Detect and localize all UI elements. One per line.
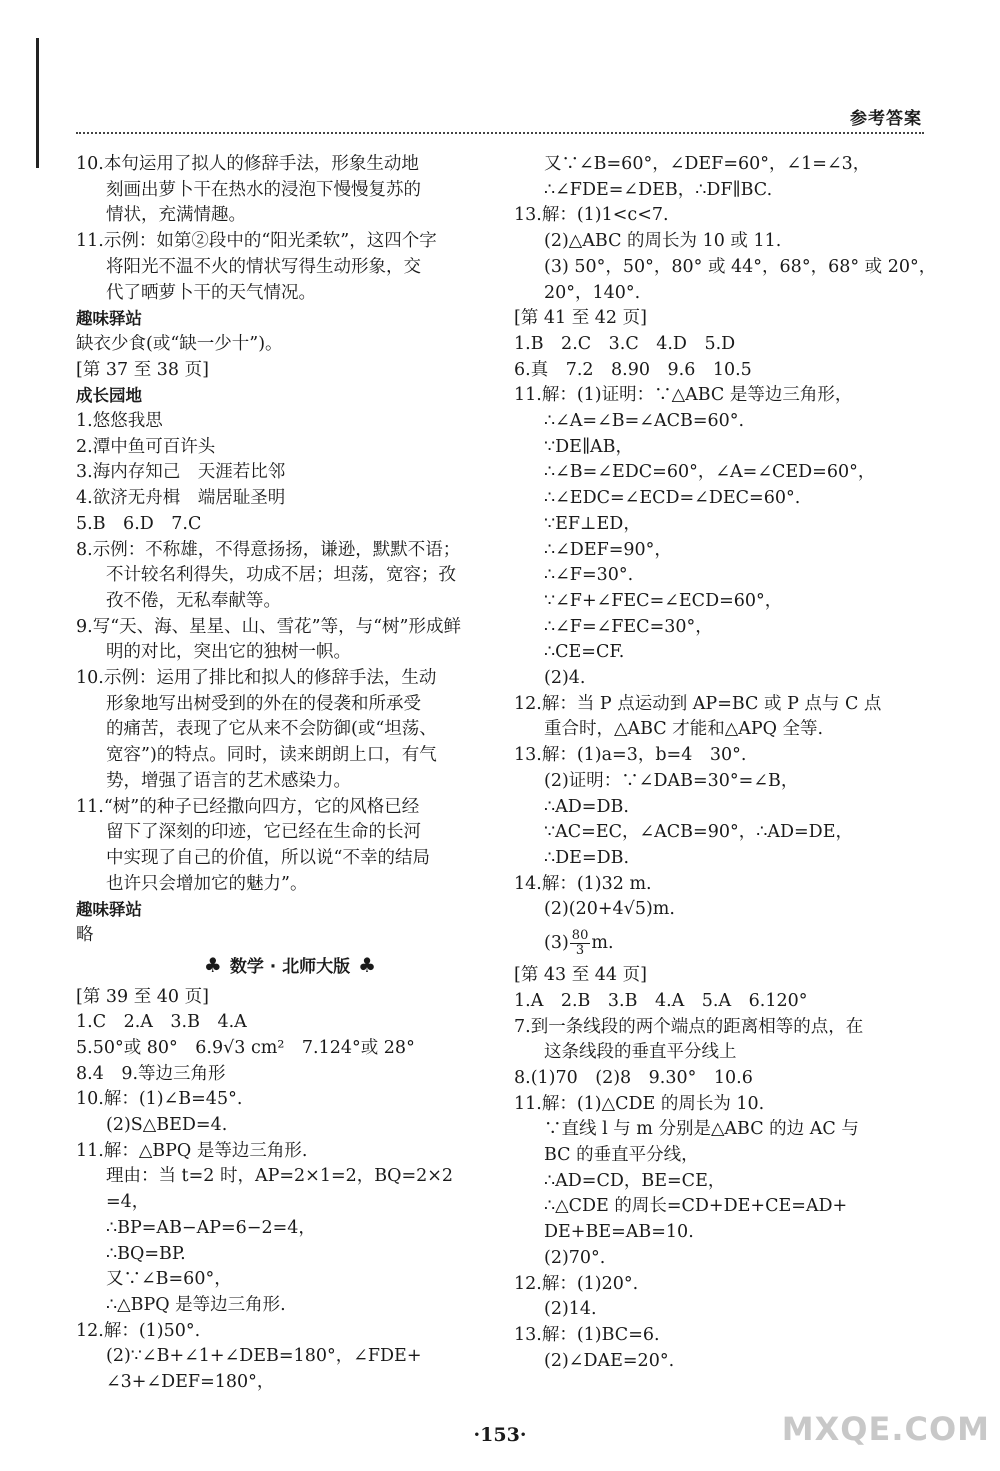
answer-line: ∴AD=CD，BE=CE， bbox=[544, 1170, 726, 1191]
answer-line: 不计较名利得失，功成不居；坦荡，宽容；孜 bbox=[106, 565, 456, 586]
answer-line: 缺衣少食(或“缺一少十”)。 bbox=[76, 333, 283, 354]
answer-line: 宽容”)的特点。同时，读来朗朗上口，有气 bbox=[106, 745, 437, 766]
answer-line: 10.本句运用了拟人的修辞手法，形象生动地 bbox=[76, 154, 419, 174]
answer-line: 1.B 2.C 3.C 4.D 5.D bbox=[514, 333, 736, 354]
answer-line: ∴BQ=BP. bbox=[106, 1243, 186, 1264]
chinese-answers bbox=[76, 152, 504, 949]
answer-line: 代了晒萝卜干的天气情况。 bbox=[106, 282, 316, 303]
answer-line: (2)△ABC 的周长为 10 或 11. bbox=[544, 231, 782, 252]
math-answers bbox=[76, 985, 504, 1396]
club-icon: ♣ bbox=[358, 952, 377, 977]
watermark: MXQE.COM bbox=[781, 1410, 990, 1448]
answer-line: (2)4. bbox=[544, 668, 586, 689]
answer-line: ∴∠FDE=∠DEB，∴DF∥BC. bbox=[544, 179, 773, 200]
answer-line: ∴∠EDC=∠ECD=∠DEC=60°. bbox=[544, 488, 801, 509]
answer-line: 1.悠悠我思 bbox=[76, 411, 163, 432]
answer-line: ∵EF⊥ED， bbox=[544, 513, 641, 534]
math-answers-page-43-44 bbox=[514, 963, 934, 1374]
answer-line: 5.B 6.D 7.C bbox=[76, 513, 202, 534]
answer-line: ∴∠F=30°. bbox=[544, 565, 634, 586]
answer-line: 略 bbox=[76, 925, 94, 946]
answer-line: 7.到一条线段的两个端点的距离相等的点，在 bbox=[514, 1016, 864, 1037]
answer-line: ∴BP=AB−AP=6−2=4， bbox=[106, 1217, 316, 1238]
answer-line: 理由：当 t=2 时，AP=2×1=2，BQ=2×2 bbox=[106, 1166, 454, 1187]
answer-line: ∵∠F+∠FEC=∠ECD=60°， bbox=[544, 590, 783, 611]
answer-line: ∴∠A=∠B=∠ACB=60°. bbox=[544, 411, 745, 432]
answer-line: ∴△CDE 的周长=CD+DE+CE=AD+ bbox=[544, 1196, 848, 1217]
fraction-numerator: 80 bbox=[571, 928, 589, 944]
answer-line: ∵DE∥AB， bbox=[544, 436, 634, 457]
answer-line: 将阳光不温不火的情状写得生动形象，交 bbox=[106, 256, 421, 277]
club-icon: ♣ bbox=[203, 952, 222, 977]
answer-line: 重合时，△ABC 才能和△APQ 全等. bbox=[544, 719, 824, 740]
answer-line: ∴CE=CF. bbox=[544, 642, 625, 663]
section-heading: 趣味驿站 bbox=[76, 900, 142, 920]
answer-line: 9.写“天、海、星星、山、雪花”等，与“树”形成鲜 bbox=[76, 616, 461, 637]
answer-line: 势，增强了语言的艺术感染力。 bbox=[106, 770, 351, 791]
answer-line: ∠3+∠DEF=180°， bbox=[106, 1372, 275, 1393]
answer-line: 11.解：(1)△CDE 的周长为 10. bbox=[514, 1093, 765, 1114]
answer-line: ∵AC=EC，∠ACB=90°，∴AD=DE， bbox=[544, 822, 853, 843]
answer-line: 20°，140°. bbox=[544, 282, 641, 303]
answer-line: 12.解：(1)50°. bbox=[76, 1320, 201, 1341]
answer-line: 也许只会增加它的魅力”。 bbox=[106, 873, 308, 894]
answer-line: 4.欲济无舟楫 端居耻圣明 bbox=[76, 488, 286, 509]
answer-line: ∴∠F=∠FEC=30°， bbox=[544, 616, 713, 637]
answer-line: 8.(1)70 (2)8 9.30° 10.6 bbox=[514, 1067, 753, 1088]
answer-line: 又∵∠B=60°，∠DEF=60°，∠1=∠3， bbox=[544, 154, 871, 174]
answer-line: 13.解：(1)a=3，b=4 30°. bbox=[514, 745, 747, 766]
section-heading: 成长园地 bbox=[76, 386, 142, 406]
answer-line: 刻画出萝卜干在热水的浸泡下慢慢复苏的 bbox=[106, 179, 421, 200]
answer-line: 留下了深刻的印迹，它已经在生命的长河 bbox=[106, 822, 421, 843]
answer-line: [第 37 至 38 页] bbox=[76, 359, 209, 380]
answer-line: ∴DE=DB. bbox=[544, 847, 630, 868]
answer-line: 3.海内存知己 天涯若比邻 bbox=[76, 462, 286, 483]
fraction-denominator: 3 bbox=[575, 943, 585, 959]
answer-line: 1.C 2.A 3.B 4.A bbox=[76, 1012, 247, 1033]
fraction-prefix: (3) bbox=[544, 933, 569, 954]
answer-line: 6.真 7.2 8.90 9.6 10.5 bbox=[514, 359, 752, 380]
answer-line: 5.50°或 80° 6.9√3 cm² 7.124°或 28° bbox=[76, 1037, 415, 1058]
left-column bbox=[76, 152, 504, 1396]
answer-line: 14.解：(1)32 m. bbox=[514, 873, 652, 894]
answer-line: 的痛苦，表现了它从来不会防御(或“坦荡、 bbox=[106, 719, 437, 740]
answer-line: 11.“树”的种子已经撒向四方，它的风格已经 bbox=[76, 796, 420, 817]
answer-line: 形象地写出树受到的外在的侵袭和所承受 bbox=[106, 693, 421, 714]
answer-line: [第 41 至 42 页] bbox=[514, 308, 647, 329]
answer-line: (2)S△BED=4. bbox=[106, 1115, 228, 1136]
math-section-title: 数学 · 北师大版 bbox=[229, 956, 351, 977]
answer-line: =4， bbox=[106, 1192, 150, 1213]
header-divider bbox=[76, 132, 924, 134]
answer-line: (2)70°. bbox=[544, 1247, 606, 1268]
answer-line: 8.4 9.等边三角形 bbox=[76, 1063, 226, 1084]
answer-line: ∴∠B=∠EDC=60°，∠A=∠CED=60°， bbox=[544, 462, 876, 483]
answer-line: ∴AD=DB. bbox=[544, 796, 629, 817]
answer-line: (2)∠DAE=20°. bbox=[544, 1350, 675, 1371]
answer-line: 10.解：(1)∠B=45°. bbox=[76, 1089, 243, 1110]
answer-line: 又∵∠B=60°， bbox=[106, 1269, 232, 1290]
answer-line: 11.示例：如第②段中的“阳光柔软”，这四个字 bbox=[76, 231, 437, 252]
fraction-answer-line bbox=[514, 923, 934, 963]
answer-line: 情状，充满情趣。 bbox=[106, 205, 246, 226]
answer-line: (3) 50°，50°，80° 或 44°，68°，68° 或 20°， bbox=[544, 256, 937, 277]
answer-line: [第 43 至 44 页] bbox=[514, 965, 647, 986]
answer-line: 这条线段的垂直平分线上 bbox=[544, 1042, 737, 1063]
section-heading: 趣味驿站 bbox=[76, 309, 142, 329]
math-section-heading bbox=[76, 953, 504, 981]
right-column bbox=[514, 152, 937, 1374]
answer-line: 8.示例：不称雄，不得意扬扬，谦逊，默默不语； bbox=[76, 539, 461, 560]
answer-line: 2.潭中鱼可百许头 bbox=[76, 436, 216, 457]
answer-line: ∴∠DEF=90°， bbox=[544, 539, 672, 560]
answer-line: 12.解：当 P 点运动到 AP=BC 或 P 点与 C 点 bbox=[514, 693, 882, 714]
page-number: ·153· bbox=[473, 1424, 527, 1446]
answer-line: 13.解：(1)1<c<7. bbox=[514, 205, 669, 226]
answer-line: (2)(20+4√5)m. bbox=[544, 899, 675, 920]
answer-line: ∴△BPQ 是等边三角形. bbox=[106, 1294, 286, 1315]
answer-line: 10.示例：运用了排比和拟人的修辞手法，生动 bbox=[76, 668, 437, 689]
fraction-suffix: m. bbox=[591, 933, 614, 954]
math-answers-continued bbox=[514, 152, 937, 923]
fraction bbox=[570, 929, 591, 958]
answer-line: (2)证明：∵∠DAB=30°=∠B， bbox=[544, 770, 799, 791]
header-title: 参考答案 bbox=[850, 109, 922, 129]
answer-line: DE+BE=AB=10. bbox=[544, 1222, 694, 1243]
answer-line: 明的对比，突出它的独树一帜。 bbox=[106, 642, 351, 663]
answer-line: BC 的垂直平分线， bbox=[544, 1145, 699, 1166]
answer-line: 1.A 2.B 3.B 4.A 5.A 6.120° bbox=[514, 990, 808, 1011]
answer-line: [第 39 至 40 页] bbox=[76, 986, 209, 1007]
answer-line: 11.解：(1)证明：∵△ABC 是等边三角形， bbox=[514, 385, 853, 406]
answer-line: 中实现了自己的价值，所以说“不幸的结局 bbox=[106, 847, 430, 868]
answer-line: ∵直线 l 与 m 分别是△ABC 的边 AC 与 bbox=[544, 1119, 859, 1140]
answer-line: 孜不倦，无私奉献等。 bbox=[106, 590, 281, 611]
answer-line: 12.解：(1)20°. bbox=[514, 1273, 639, 1294]
answer-line: (2)14. bbox=[544, 1299, 597, 1320]
answer-line: 11.解：△BPQ 是等边三角形. bbox=[76, 1140, 308, 1161]
left-margin-rule bbox=[36, 38, 39, 168]
answer-line: 13.解：(1)BC=6. bbox=[514, 1324, 660, 1345]
answer-line: (2)∵∠B+∠1+∠DEB=180°，∠FDE+ bbox=[106, 1346, 422, 1367]
